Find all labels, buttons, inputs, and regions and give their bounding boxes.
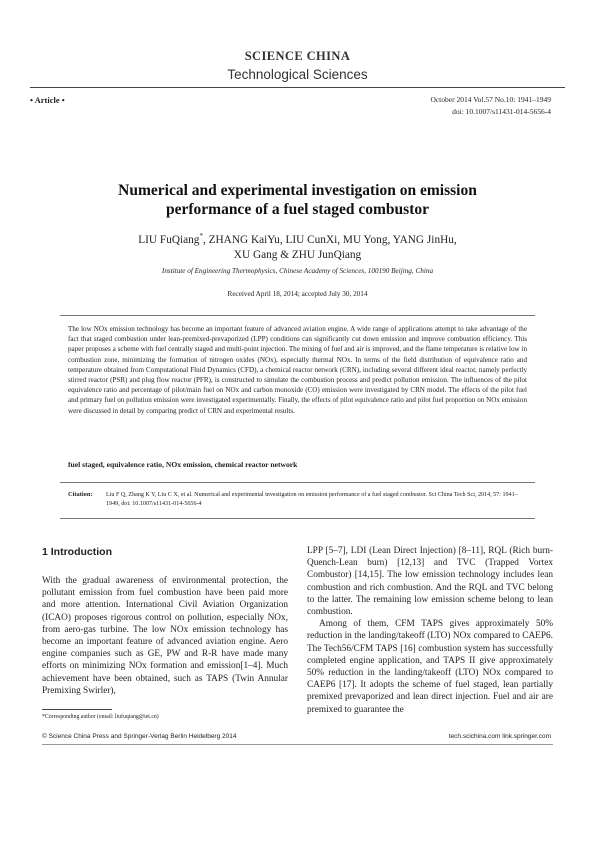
- citation-top-rule: [60, 482, 535, 483]
- left-column-paragraph: With the gradual awareness of environmental protection, the pollutant emission from fuel combustion have been paid more and more attention. International Civil Aviation Organization (ICAO) proposes rigorous control on pollution, especially NOx, from aero-gas turbine. The low NOx emission technology has become an important feature of advanced aviation engine. Aero engine companies such as GE, PW and R-R have made many efforts on minimizing NOx formation and emission[1–4]. Much achievement have been obtained, such as TAPS (Twin Annular Premixing Swirler),: [42, 576, 288, 696]
- first-author: LIU FuQiang: [138, 233, 200, 246]
- issue-info: October 2014 Vol.57 No.10: 1941–1949: [430, 95, 551, 104]
- authors-line-1: [60, 229, 535, 248]
- citation-label: Citation:: [68, 491, 93, 498]
- doi-info: doi: 10.1007/s11431-014-5656-4: [452, 107, 551, 116]
- keywords: fuel staged, equivalence ratio, NOx emission, chemical reactor network: [68, 460, 298, 469]
- abstract-top-rule: [60, 315, 535, 316]
- website-links: tech.scichina.com link.springer.com: [448, 733, 551, 740]
- corresponding-mark: *: [199, 232, 203, 240]
- right-column-paragraph-2: Among of them, CFM TAPS gives approximately 50% reduction in the landing/takeoff (LTO) NOx compared to CAEP6. The Tech56/CFM TAPS [16] combustion system has successfully completed engine application, and TAPS II give approximately 50% reduction in the landing/takeoff (LTO) NOx compared to CAEP6 [17]. It adopts the scheme of fuel staged, lean partially premixed prevaporized and lean direct injection. Fuel and air are premixed to guarantee the: [307, 619, 553, 715]
- corresponding-author-footnote: *Corresponding author (email: liufuqiang@iet.cn): [42, 714, 159, 720]
- coauthors: , ZHANG KaiYu, LIU CunXi, MU Yong, YANG JinHu,: [202, 233, 457, 246]
- author-list: [60, 229, 535, 263]
- footnote-rule: [42, 709, 112, 710]
- article-type-label: • Article •: [30, 95, 65, 105]
- journal-subtitle: Technological Sciences: [227, 67, 368, 82]
- header-rule: [30, 87, 565, 88]
- received-dates: Received April 18, 2014; accepted July 30, 2014: [227, 290, 368, 298]
- citation-bottom-rule: [60, 518, 535, 519]
- abstract-text: The low NOx emission technology has become an important feature of advanced aviation engine. A wide range of applications attempt to take advantage of the fact that staged combustion under lean-premixed-prevaporized (LPP) conditions can significantly cut down emission and improve combustion efficiency. This paper proposes a scheme with fuel centrally staged and multi-point injection. The mixing of fuel and air is improved, and the flame temperature is relative low in combustion zone, minimizing the formation of nitrogen oxides (NOx), especially thermal NOx. In terms of the field distribution of equivalence ratio and temperature obtained from Computational Fluid Dynamics (CFD), a chemical reactor network (CRN), including several different ideal reactor, namely perfectly stirred reactor (PSR) and plug flow reactor (PFR), is constructed to simulate the combustion process and predict pollution emission. The influences of the pilot equivalence ratio and percentage of pilot/main fuel on NOx and carbon monoxide (CO) emission were investigated by CRN model. The effects of the pilot fuel and primary fuel on pollution emission were investigated experimentally. Finally, the effects of pilot equivalence ratio and pilot fuel proportion on NOx emission were discussed in detail by comparing predict of CRN and experimental results.: [68, 325, 527, 415]
- footer-rule: [42, 744, 553, 745]
- paper-title: [60, 181, 535, 219]
- journal-name: SCIENCE CHINA: [244, 49, 351, 63]
- citation-text: Liu F Q, Zhang K Y, Liu C X, et al. Numerical and experimental investigation on emission performance of a fuel staged combustor. Sci China Tech Sci, 2014, 57: 1941–1949, doi: 10.1007/s11431-014-5656-4: [106, 492, 518, 508]
- right-column: [307, 545, 553, 716]
- title-line-1: Numerical and experimental investigation on emission: [118, 182, 477, 199]
- copyright-footer: © Science China Press and Springer-Verlag Berlin Heidelberg 2014: [42, 733, 237, 740]
- authors-line-2: XU Gang & ZHU JunQiang: [233, 248, 362, 261]
- right-column-paragraph-1: LPP [5–7], LDI (Lean Direct Injection) [8–11], RQL (Rich burn-Quench-Lean burn) [12,13] and TVC (Trapped Vortex Combustor) [14,15]. The low emission technology includes lean combustion and rich combustion. And the RQL and TVC belong to the latter. The remaining low emission scheme belong to lean combustion.: [307, 546, 553, 618]
- section-heading-introduction: 1 Introduction: [42, 546, 112, 558]
- title-line-2: performance of a fuel staged combustor: [165, 201, 429, 218]
- affiliation: Institute of Engineering Thermophysics, Chinese Academy of Sciences, 100190 Beijing, China: [161, 267, 434, 275]
